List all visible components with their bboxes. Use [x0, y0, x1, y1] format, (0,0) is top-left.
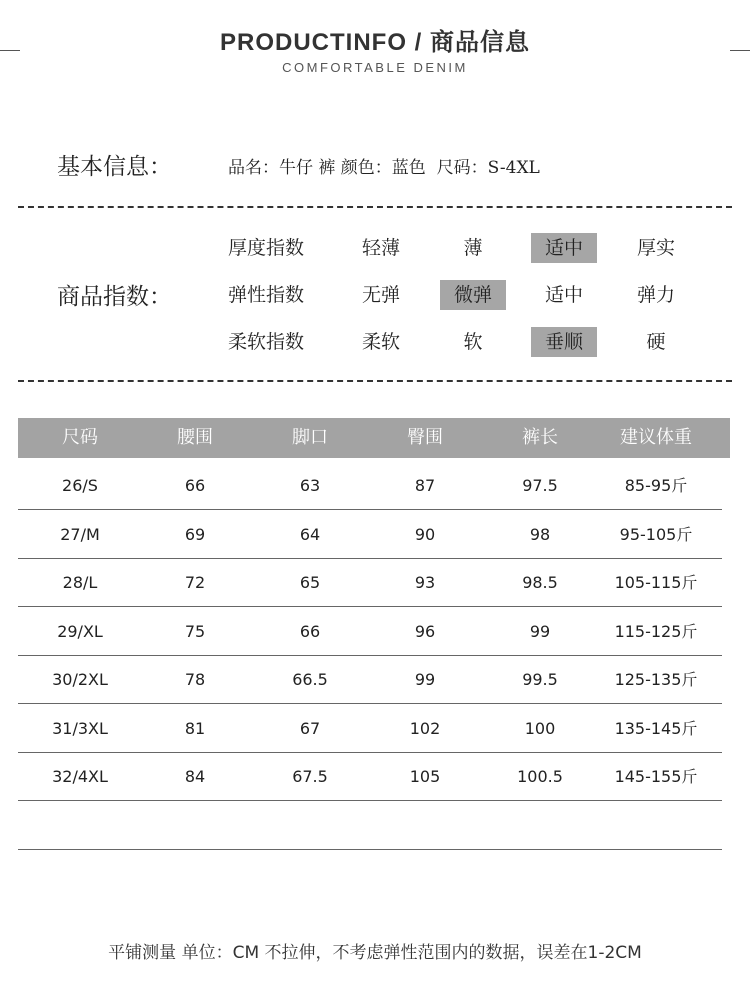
row-divider — [18, 606, 722, 607]
table-cell: 67 — [299, 719, 321, 738]
row-divider — [18, 800, 722, 801]
table-cell: 72 — [184, 573, 206, 592]
divider-top — [18, 206, 732, 208]
table-cell: 84 — [184, 767, 206, 786]
table-cell: 67.5 — [292, 767, 328, 786]
table-cell: 105-115斤 — [614, 573, 698, 592]
index-row-name: 柔软指数 — [228, 331, 305, 353]
table-cell: 95-105斤 — [619, 525, 693, 544]
table-cell: 28/L — [62, 573, 98, 592]
basic-info-label: 基本信息： — [57, 154, 172, 180]
table-cell: 99 — [414, 670, 436, 689]
table-cell: 145-155斤 — [614, 767, 698, 786]
index-option: 轻薄 — [361, 237, 400, 259]
table-cell: 63 — [299, 476, 321, 495]
index-option: 无弹 — [361, 284, 400, 306]
page-subtitle: COMFORTABLE DENIM — [282, 60, 468, 75]
table-cell: 125-135斤 — [614, 670, 698, 689]
table-cell: 102 — [409, 719, 441, 738]
table-cell: 66 — [299, 622, 321, 641]
column-header: 裤长 — [522, 427, 558, 448]
table-cell: 69 — [184, 525, 206, 544]
index-option: 弹力 — [636, 284, 675, 306]
page-title: PRODUCTINFO / 商品信息 — [220, 29, 530, 56]
table-cell: 66 — [184, 476, 206, 495]
index-option: 适中 — [544, 284, 583, 306]
table-cell: 97.5 — [522, 476, 558, 495]
column-header: 腰围 — [177, 427, 213, 448]
table-cell: 135-145斤 — [614, 719, 698, 738]
table-cell: 115-125斤 — [614, 622, 698, 641]
table-row-empty — [18, 802, 722, 850]
index-option: 柔软 — [361, 331, 400, 353]
column-header: 脚口 — [292, 427, 328, 448]
table-cell: 75 — [184, 622, 206, 641]
table-row — [18, 753, 722, 801]
table-row — [18, 656, 722, 704]
table-cell: 27/M — [60, 525, 100, 544]
column-header: 尺码 — [62, 427, 98, 448]
table-cell: 78 — [184, 670, 206, 689]
row-divider — [18, 703, 722, 704]
index-option-selected: 垂顺 — [531, 327, 597, 357]
index-option: 硬 — [646, 331, 666, 353]
table-cell: 87 — [414, 476, 436, 495]
index-option: 厚实 — [636, 237, 675, 259]
row-divider — [18, 509, 722, 510]
row-divider — [18, 849, 722, 850]
table-row — [18, 559, 722, 607]
table-cell: 90 — [414, 525, 436, 544]
column-header: 臀围 — [407, 427, 443, 448]
table-cell: 85-95斤 — [624, 476, 688, 495]
table-cell: 98.5 — [522, 573, 558, 592]
table-cell: 30/2XL — [52, 670, 108, 689]
table-cell: 65 — [299, 573, 321, 592]
table-cell: 100 — [524, 719, 556, 738]
table-cell: 29/XL — [57, 622, 103, 641]
table-cell: 81 — [184, 719, 206, 738]
table-cell: 64 — [299, 525, 321, 544]
table-row — [18, 608, 722, 656]
measurement-note: 平铺测量 单位：CM 不拉伸，不考虑弹性范围内的数据，误差在1-2CM — [108, 943, 642, 963]
index-option: 薄 — [463, 237, 483, 259]
index-option-selected: 微弹 — [440, 280, 506, 310]
table-cell: 99.5 — [522, 670, 558, 689]
table-cell: 26/S — [62, 476, 98, 495]
table-cell: 98 — [529, 525, 551, 544]
divider-bottom — [18, 380, 732, 382]
table-cell: 99 — [529, 622, 551, 641]
table-row — [18, 705, 722, 753]
basic-info-text: 品名：牛仔 裤 颜色：蓝色 尺码：S-4XL — [228, 158, 540, 178]
column-header: 建议体重 — [620, 427, 692, 448]
table-cell: 105 — [409, 767, 441, 786]
table-cell: 31/3XL — [52, 719, 108, 738]
index-option: 软 — [463, 331, 483, 353]
table-cell: 32/4XL — [52, 767, 108, 786]
product-index-label: 商品指数： — [57, 284, 172, 310]
table-row — [18, 462, 722, 510]
table-cell: 100.5 — [517, 767, 563, 786]
index-row-name: 厚度指数 — [228, 237, 305, 259]
table-row — [18, 511, 722, 559]
index-row-name: 弹性指数 — [228, 284, 305, 306]
index-option-selected: 适中 — [531, 233, 597, 263]
table-cell: 96 — [414, 622, 436, 641]
table-cell: 93 — [414, 573, 436, 592]
table-cell: 66.5 — [292, 670, 328, 689]
size-table-header — [18, 418, 730, 458]
